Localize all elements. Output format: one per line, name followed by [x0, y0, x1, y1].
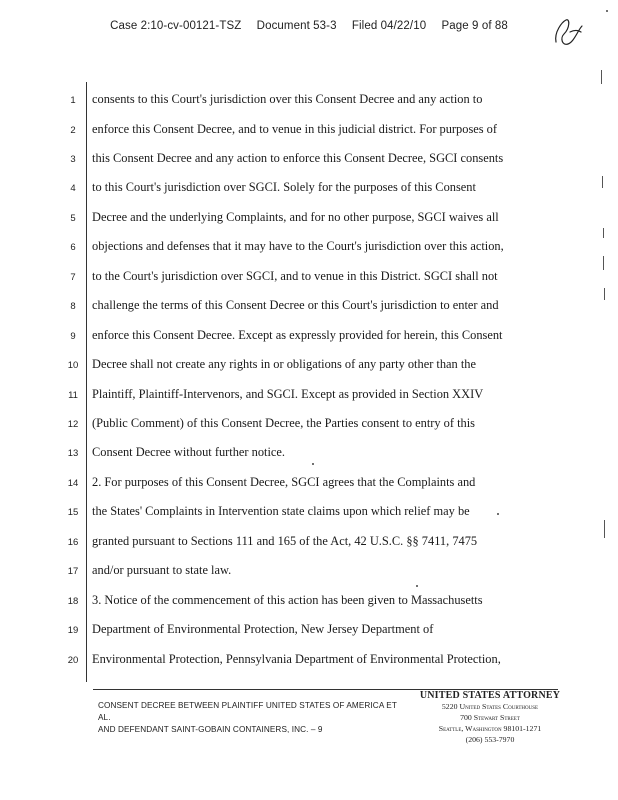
line-text: the States' Complaints in Intervention state claims upon which relief may be — [92, 504, 470, 519]
line-number: 13 — [67, 448, 79, 460]
scan-speck — [312, 463, 314, 465]
line-number: 8 — [70, 301, 76, 313]
handwritten-initials — [548, 12, 588, 52]
scan-artifact — [602, 176, 603, 188]
line-text: to the Court's jurisdiction over SGCI, and to venue in this District. SGCI shall not — [92, 268, 498, 283]
attorney-address-1: 5220 United States Courthouse — [441, 702, 539, 711]
page-indicator: Page 9 of 88 — [441, 20, 508, 32]
line-number: 7 — [70, 271, 76, 283]
attorney-title: UNITED STATES ATTORNEY — [419, 690, 561, 701]
attorney-block — [405, 690, 575, 745]
scan-speck — [416, 585, 418, 587]
line-number: 5 — [70, 212, 76, 224]
scan-artifact — [603, 228, 604, 238]
line-number: 9 — [70, 330, 76, 342]
scan-speck — [497, 513, 499, 515]
pleading-line — [0, 90, 618, 110]
scan-speck — [606, 10, 608, 12]
line-number: 11 — [68, 389, 78, 401]
pleading-line — [0, 326, 618, 346]
line-text: Consent Decree without further notice. — [92, 445, 286, 460]
pleading-line — [0, 267, 618, 287]
line-text: challenge the terms of this Consent Decree or this Court's jurisdiction to enter and — [92, 298, 499, 313]
pleading-line — [0, 473, 618, 493]
pleading-line — [0, 532, 618, 552]
footer-caption — [98, 700, 398, 736]
line-number: 18 — [67, 595, 79, 607]
footer-caption-line-1: CONSENT DECREE BETWEEN PLAINTIFF UNITED STATES OF AMERICA ET AL. — [98, 701, 397, 722]
line-text: (Public Comment) of this Consent Decree, the Parties consent to entry of this — [92, 415, 476, 430]
line-number: 6 — [70, 242, 76, 254]
line-text: Plaintiff, Plaintiff-Intervenors, and SGCI. Except as provided in Section XXIV — [92, 386, 484, 401]
line-text: Department of Environmental Protection, New Jersey Department of — [92, 622, 434, 637]
pleading-line — [0, 385, 618, 405]
document-number: Document 53-3 — [256, 20, 337, 32]
pleading-line — [0, 561, 618, 581]
pleading-line — [0, 620, 618, 640]
scan-artifact — [601, 70, 602, 84]
line-text: Environmental Protection, Pennsylvania Department of Environmental Protection, — [92, 651, 501, 666]
pleading-line — [0, 296, 618, 316]
line-number: 14 — [67, 477, 79, 489]
attorney-phone: (206) 553-7970 — [465, 735, 515, 744]
scan-artifact — [603, 256, 604, 270]
line-text: this Consent Decree and any action to enforce this Consent Decree, SGCI consents — [92, 150, 504, 165]
pleading-line — [0, 178, 618, 198]
filed-date: Filed 04/22/10 — [351, 20, 427, 32]
line-number: 16 — [67, 536, 79, 548]
line-text: enforce this Consent Decree, and to venue in this judicial district. For purposes of — [92, 121, 498, 136]
line-number: 4 — [70, 183, 76, 195]
line-number: 1 — [70, 95, 76, 106]
line-text: objections and defenses that it may have to the Court's jurisdiction over this action, — [92, 239, 504, 254]
line-number: 17 — [67, 566, 79, 578]
attorney-address-2: 700 Stewart Street — [460, 713, 520, 722]
line-number: 15 — [67, 507, 79, 519]
line-text: 3. Notice of the commencement of this action has been given to Massachusetts — [92, 592, 483, 607]
pleading-line — [0, 502, 618, 522]
pleading-line — [0, 414, 618, 434]
line-text: 2. For purposes of this Consent Decree, SGCI agrees that the Complaints and — [92, 474, 476, 489]
line-number: 12 — [67, 418, 79, 430]
pleading-line — [0, 650, 618, 670]
line-text: granted pursuant to Sections 111 and 165 of the Act, 42 U.S.C. §§ 7411, 7475 — [92, 533, 478, 548]
line-number: 3 — [70, 153, 76, 165]
case-number: Case 2:10-cv-00121-TSZ — [110, 20, 242, 32]
scan-artifact — [604, 288, 605, 300]
pleading-line — [0, 591, 618, 611]
page-header — [0, 20, 618, 32]
line-number: 2 — [70, 124, 76, 136]
line-text: consents to this Court's jurisdiction over this Consent Decree and any action to — [92, 92, 483, 106]
line-text: and/or pursuant to state law. — [92, 563, 232, 578]
line-number: 10 — [67, 360, 79, 372]
pleading-line — [0, 443, 618, 463]
footer-caption-line-2: AND DEFENDANT SAINT-GOBAIN CONTAINERS, INC. – 9 — [98, 725, 323, 734]
pleading-line — [0, 208, 618, 228]
line-text: enforce this Consent Decree. Except as expressly provided for herein, this Consent — [92, 327, 503, 342]
pleading-line — [0, 237, 618, 257]
pleading-line — [0, 149, 618, 169]
line-text: Decree and the underlying Complaints, and for no other purpose, SGCI waives all — [92, 209, 499, 224]
line-number: 19 — [67, 625, 79, 637]
line-number: 20 — [67, 654, 79, 666]
pleading-line — [0, 120, 618, 140]
line-text: to this Court's jurisdiction over SGCI. Solely for the purposes of this Consent — [92, 180, 476, 195]
attorney-address-3: Seattle, Washington 98101-1271 — [438, 724, 542, 733]
scan-artifact — [604, 520, 605, 538]
line-text: Decree shall not create any rights in or obligations of any party other than the — [92, 357, 476, 372]
pleading-line — [0, 355, 618, 375]
